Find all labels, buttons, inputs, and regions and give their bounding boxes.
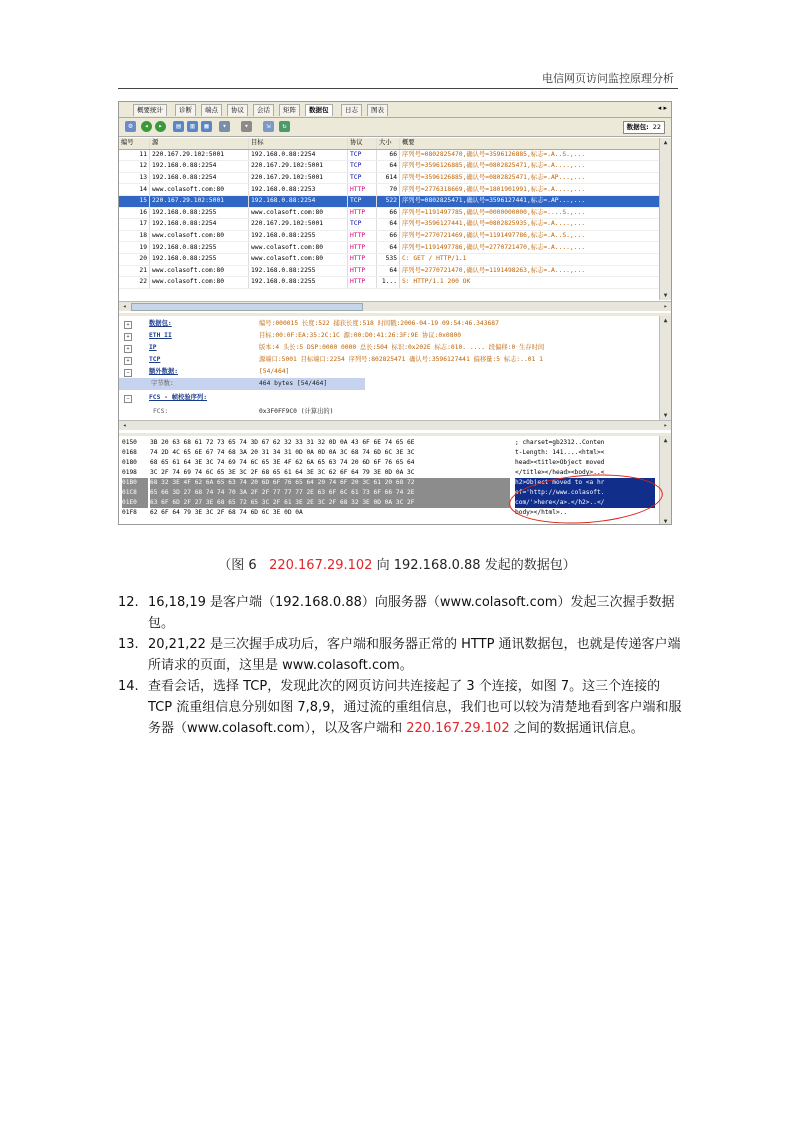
packet-number: 18: [119, 230, 150, 242]
packet-protocol: TCP: [348, 161, 377, 173]
tab-conversations[interactable]: 会话: [253, 104, 274, 116]
packet-protocol: TCP: [348, 172, 377, 184]
packet-source: 192.168.0.88:2255: [150, 242, 249, 254]
packet-summary: 序列号=2776318669,确认号=1801901991,标志=.A....,...: [400, 184, 673, 196]
detail-vscroll[interactable]: [659, 316, 671, 420]
hex-row[interactable]: [119, 448, 659, 458]
packet-destination: 192.168.0.88:2255: [249, 265, 348, 277]
packet-destination: 192.168.0.88:2255: [249, 277, 348, 289]
detail-value: 0x3F0FF9C0 (计算出的): [259, 408, 334, 415]
detail-view-icon[interactable]: ▥: [187, 121, 198, 132]
scroll-down-icon[interactable]: ▼: [663, 292, 668, 299]
detail-value: 版本:4 头长:5 DSP:0000 0000 总长:504 标识:0x202E 标志:010. .... 段偏移:0 生存时间: [259, 344, 545, 351]
packet-list-header: [119, 138, 672, 149]
packet-number: 16: [119, 207, 150, 219]
hex-offset: 0150: [122, 439, 137, 446]
scroll-left-icon[interactable]: ◂: [122, 422, 127, 429]
packet-size: 64: [377, 242, 400, 254]
hex-bytes: 3C 2F 74 69 74 6C 65 3E 3C 2F 68 65 61 64 3E 3C 62 6F 64 79 3E 0D 0A 3C: [150, 469, 415, 476]
list-text: 16,18,19 是客户端（192.168.0.88）向服务器（www.colasoft.com）发起三次握手数据包。: [148, 595, 675, 631]
packet-row[interactable]: [119, 219, 672, 231]
tab-protocols[interactable]: 协议: [227, 104, 248, 116]
detail-label: 额外数据:: [149, 368, 178, 375]
detail-row[interactable]: [119, 366, 659, 378]
filter-icon[interactable]: ▾: [241, 121, 252, 132]
packet-destination: 192.168.0.88:2254: [249, 149, 348, 161]
packet-destination: 192.168.0.88:2253: [249, 184, 348, 196]
tab-diagnosis[interactable]: 诊断: [175, 104, 196, 116]
hex-ascii: h2>Object moved to <a hr: [515, 478, 655, 488]
packet-protocol: HTTP: [348, 207, 377, 219]
packet-summary: 序列号=0802825470,确认号=3596126885,标志=.A..S.,...: [400, 149, 673, 161]
packet-row[interactable]: [119, 172, 672, 184]
hex-offset: 01E0: [122, 498, 148, 508]
header-rule: [118, 88, 678, 89]
list-text-end: 之间的数据通讯信息。: [509, 721, 644, 736]
hex-ascii: ef='http://www.colasoft.: [515, 488, 655, 498]
hex-bytes: 68 32 3E 4F 62 6A 65 63 74 20 6D 6F 76 65 64 20 74 6F 20 3C 61 20 68 72: [150, 478, 510, 488]
scroll-up-icon[interactable]: ▲: [663, 317, 668, 324]
hex-ascii: t-Length: 141....<html><: [515, 449, 605, 456]
export-icon[interactable]: ⇲: [263, 121, 274, 132]
detail-row[interactable]: [119, 330, 659, 342]
packet-source: www.colasoft.com:80: [150, 277, 249, 289]
figure-caption: [0, 554, 794, 573]
scroll-up-icon[interactable]: ▲: [663, 139, 668, 146]
packet-protocol: HTTP: [348, 253, 377, 265]
packet-list: [119, 138, 672, 289]
packet-toolbar: [119, 118, 671, 137]
packet-size: 66: [377, 207, 400, 219]
list-text: 查看会话，选择 TCP，发现此次的网页访问共连接起了 3 个连接，如图 7。这三个连接的 TCP 流重组信息分别如图 7,8,9，通过流的重组信息，我们也可以较为清楚地看到客户端和服务器（www.colasoft.com），以及客户端和: [148, 679, 682, 736]
detail-row[interactable]: [119, 392, 659, 404]
packet-size: 70: [377, 184, 400, 196]
tab-packets[interactable]: 数据包: [305, 104, 333, 116]
scroll-down-icon[interactable]: ▼: [663, 412, 668, 419]
hex-bytes: 63 6F 6D 2F 27 3E 68 65 72 65 3C 2F 61 3E 2E 3C 2F 68 32 3E 0D 0A 3C 2F: [150, 498, 510, 508]
detail-row[interactable]: [119, 318, 659, 330]
packet-destination: 220.167.29.102:5001: [249, 172, 348, 184]
detail-hscroll[interactable]: [119, 420, 671, 430]
hex-ascii: body></html>..: [515, 509, 568, 516]
packet-size: 522: [377, 195, 400, 207]
packet-summary: 序列号=2770721469,确认号=1191497786,标志=.A..S.,...: [400, 230, 673, 242]
packet-row[interactable]: [119, 195, 672, 207]
packet-number: 21: [119, 265, 150, 277]
packet-protocol: HTTP: [348, 184, 377, 196]
list-number: 12.: [118, 595, 139, 610]
packet-size: 1...: [377, 277, 400, 289]
packet-source: 192.168.0.88:2255: [150, 207, 249, 219]
detail-label: 数据包:: [149, 320, 172, 327]
packet-number: 12: [119, 161, 150, 173]
collapse-icon[interactable]: −: [124, 369, 132, 377]
packet-summary: 序列号=3596126885,确认号=0802825471,标志=.AP...,...: [400, 172, 673, 184]
packet-number: 14: [119, 184, 150, 196]
refresh-icon[interactable]: ↻: [279, 121, 290, 132]
list-text: 20,21,22 是三次握手成功后，客户端和服务器正常的 HTTP 通讯数据包，也就是传递客户端所请求的页面，这里是 www.colasoft.com。: [148, 637, 681, 673]
hex-row[interactable]: [119, 458, 659, 468]
hex-offset: 0180: [122, 459, 137, 466]
packet-row[interactable]: [119, 161, 672, 173]
expand-icon[interactable]: +: [124, 357, 132, 365]
hex-offset: 01B0: [122, 478, 148, 488]
detail-label: IP: [149, 344, 157, 351]
packet-destination: 220.167.29.102:5001: [249, 219, 348, 231]
hex-row[interactable]: [119, 438, 659, 448]
hex-offset: 0198: [122, 469, 137, 476]
list-number: 13.: [118, 637, 139, 652]
packet-summary: 序列号=3596126885,确认号=0802825471,标志=.A....,...: [400, 161, 673, 173]
packet-size: 66: [377, 149, 400, 161]
packet-size: 64: [377, 265, 400, 277]
list-number: 14.: [118, 679, 139, 694]
go-forward-icon[interactable]: ▸: [155, 121, 166, 132]
caption-ip: 220.167.29.102: [269, 558, 373, 573]
detail-value: 源端口:5001 目标端口:2254 序列号:802825471 确认号:3596127441 偏移量:5 标志:..01 1: [259, 356, 543, 363]
list-item: [118, 592, 688, 634]
packet-row[interactable]: [119, 253, 672, 265]
scroll-right-icon[interactable]: ▸: [663, 303, 668, 310]
hex-bytes: 65 66 3D 27 68 74 74 70 3A 2F 2F 77 77 77 2E 63 6F 6C 61 73 6F 66 74 2E: [150, 488, 510, 498]
detail-label: FCS - 帧校验序列:: [149, 394, 208, 401]
packet-source: 192.168.0.88:2254: [150, 219, 249, 231]
hex-bytes: 74 2D 4C 65 6E 67 74 68 3A 20 31 34 31 0D 0A 0D 0A 3C 68 74 6D 6C 3E 3C: [150, 449, 415, 456]
packet-count-value: 22: [652, 123, 661, 131]
list-view-icon[interactable]: ▤: [173, 121, 184, 132]
packet-row[interactable]: [119, 265, 672, 277]
col-summary[interactable]: 概要: [400, 138, 673, 149]
layout-icon[interactable]: ▾: [219, 121, 230, 132]
packet-source: www.colasoft.com:80: [150, 265, 249, 277]
packet-protocol: TCP: [348, 195, 377, 207]
packet-source: 220.167.29.102:5001: [150, 195, 249, 207]
hex-ascii: head><title>Object moved: [515, 459, 605, 466]
packet-number: 17: [119, 219, 150, 231]
packet-size: 64: [377, 219, 400, 231]
list-ip: 220.167.29.102: [406, 721, 510, 736]
scroll-down-icon[interactable]: ▼: [663, 518, 668, 525]
packet-size: 64: [377, 161, 400, 173]
decode-icon[interactable]: ⚙: [125, 121, 136, 132]
packet-protocol: TCP: [348, 149, 377, 161]
hex-vscroll[interactable]: [659, 436, 671, 525]
packet-protocol: HTTP: [348, 230, 377, 242]
page-header: [118, 70, 678, 86]
packet-protocol: HTTP: [348, 265, 377, 277]
packet-detail-pane: [119, 313, 671, 434]
detail-label: TCP: [149, 356, 161, 363]
packet-destination: 192.168.0.88:2255: [249, 230, 348, 242]
packet-destination: www.colasoft.com:80: [249, 253, 348, 265]
detail-row[interactable]: [119, 354, 659, 366]
detail-row[interactable]: [119, 342, 659, 354]
scroll-right-icon[interactable]: ▸: [663, 422, 668, 429]
hex-offset: 01F8: [122, 509, 137, 516]
collapse-icon[interactable]: −: [124, 395, 132, 403]
packet-destination: 220.167.29.102:5001: [249, 161, 348, 173]
hex-offset: 0168: [122, 449, 137, 456]
caption-text: 向 192.168.0.88 发起的数据包）: [376, 558, 576, 573]
packet-protocol: TCP: [348, 219, 377, 231]
hex-bytes: 62 6F 64 79 3E 3C 2F 68 74 6D 6C 3E 0D 0A: [150, 509, 303, 516]
expand-icon[interactable]: +: [124, 345, 132, 353]
packet-source: www.colasoft.com:80: [150, 230, 249, 242]
tab-summary[interactable]: 概要统计: [133, 104, 167, 116]
packet-summary: 序列号=2770721470,确认号=1191498263,标志=.A....,...: [400, 265, 673, 277]
hex-offset: 01C8: [122, 488, 148, 498]
list-item: [118, 634, 688, 676]
packet-row[interactable]: [119, 184, 672, 196]
packet-number: 19: [119, 242, 150, 254]
packet-row[interactable]: [119, 277, 672, 289]
detail-label: FCS:: [153, 408, 169, 415]
col-source[interactable]: 源: [150, 138, 249, 149]
expand-icon[interactable]: +: [124, 333, 132, 341]
packet-row[interactable]: [119, 149, 672, 161]
packet-summary: S: HTTP/1.1 200 OK: [400, 277, 673, 289]
col-protocol[interactable]: 协议: [348, 138, 377, 149]
detail-value: 464 bytes [54/464]: [259, 380, 328, 387]
expand-icon[interactable]: +: [124, 321, 132, 329]
hex-bytes: 68 65 61 64 3E 3C 74 69 74 6C 65 3E 4F 62 6A 65 63 74 20 6D 6F 76 65 64: [150, 459, 415, 466]
detail-value: 目标:00:0F:EA:35:2C:1C 源:00:D0:41:26:3F:9E 协议:0x0800: [259, 332, 462, 339]
packet-destination: 192.168.0.88:2254: [249, 195, 348, 207]
hex-ascii: </title></head><body>..<: [515, 469, 605, 476]
packet-source: 220.167.29.102:5001: [150, 149, 249, 161]
detail-row-selected[interactable]: [119, 378, 365, 390]
packet-source: www.colasoft.com:80: [150, 184, 249, 196]
packet-summary: 序列号=1191497785,确认号=0000000000,标志=....S.,...: [400, 207, 673, 219]
caption-prefix: （图 6: [218, 558, 257, 573]
hex-ascii: ; charset=gb2312..Conten: [515, 439, 605, 446]
tab-log[interactable]: 日志: [341, 104, 362, 116]
tab-charts[interactable]: 图表: [367, 104, 388, 116]
packet-destination: www.colasoft.com:80: [249, 207, 348, 219]
tab-endpoints[interactable]: 端点: [201, 104, 222, 116]
tab-matrix[interactable]: 矩阵: [279, 104, 300, 116]
go-back-icon[interactable]: ◂: [141, 121, 152, 132]
packet-row[interactable]: [119, 242, 672, 254]
packet-protocol: HTTP: [348, 242, 377, 254]
packet-row[interactable]: [119, 230, 672, 242]
packet-number: 20: [119, 253, 150, 265]
hex-bytes: 3B 20 63 68 61 72 73 65 74 3D 67 62 32 33 31 32 0D 0A 43 6F 6E 74 65 6E: [150, 439, 415, 446]
packet-list-vscroll[interactable]: [659, 138, 671, 300]
packet-list-hscroll[interactable]: [119, 301, 671, 311]
list-item: [118, 676, 688, 739]
hscroll-thumb[interactable]: [131, 303, 363, 311]
packet-destination: www.colasoft.com:80: [249, 242, 348, 254]
packet-summary: 序列号=1191497786,确认号=2770721470,标志=.A....,...: [400, 242, 673, 254]
hex-ascii: com/'>here</a>.</h2>..</: [515, 498, 655, 508]
detail-value: [54/464]: [259, 368, 290, 375]
packet-row[interactable]: [119, 207, 672, 219]
scroll-left-icon[interactable]: ◂: [122, 303, 127, 310]
packet-source: 192.168.0.88:2254: [150, 172, 249, 184]
tab-scroll-arrows[interactable]: ◂ ▸: [657, 104, 667, 112]
detail-row[interactable]: [119, 406, 659, 418]
detail-value: 编号:000015 长度:522 捕获长度:518 时间戳:2006-04-19 09:54:46.343687: [259, 320, 499, 327]
packet-number: 22: [119, 277, 150, 289]
hex-view-icon[interactable]: ▦: [201, 121, 212, 132]
packet-size: 66: [377, 230, 400, 242]
numbered-list: [118, 592, 688, 739]
packet-summary: C: GET / HTTP/1.1: [400, 253, 673, 265]
col-size[interactable]: 大小: [377, 138, 400, 149]
packet-count-box: [623, 121, 665, 134]
packet-number: 11: [119, 149, 150, 161]
packet-number: 15: [119, 195, 150, 207]
capture-screenshot: [118, 101, 672, 525]
packet-source: 192.168.0.88:2255: [150, 253, 249, 265]
packet-number: 13: [119, 172, 150, 184]
detail-label: 字节数:: [151, 380, 174, 387]
packet-size: 614: [377, 172, 400, 184]
col-number[interactable]: 编号: [119, 138, 150, 149]
packet-summary: 序列号=3596127441,确认号=0802825935,标志=.A....,...: [400, 219, 673, 231]
packet-summary: 序列号=0802825471,确认号=3596127441,标志=.AP...,...: [400, 195, 673, 207]
packet-protocol: HTTP: [348, 277, 377, 289]
packet-source: 192.168.0.88:2254: [150, 161, 249, 173]
document-title: 电信网页访问监控原理分析: [542, 72, 674, 85]
packet-count-label: 数据包:: [626, 123, 649, 131]
detail-label: ETH II: [149, 332, 172, 339]
tab-bar: [119, 102, 671, 118]
col-destination[interactable]: 目标: [249, 138, 348, 149]
packet-size: 535: [377, 253, 400, 265]
scroll-up-icon[interactable]: ▲: [663, 437, 668, 444]
